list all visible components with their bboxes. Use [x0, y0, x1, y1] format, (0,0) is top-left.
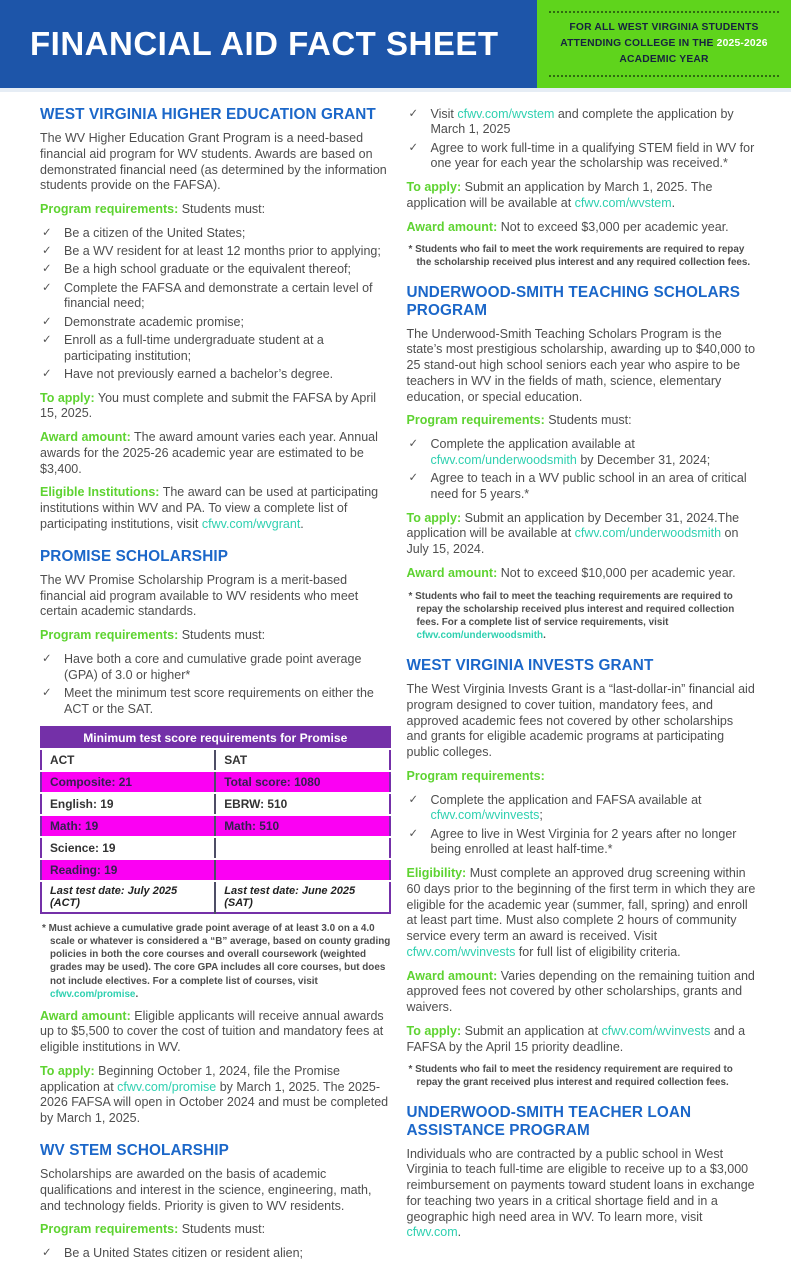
bullet-text: Have not previously earned a bachelor’s degree.: [64, 366, 334, 381]
check-icon: ✓: [42, 652, 52, 665]
page-content: [0, 92, 791, 1284]
promise-test-score-table: [40, 726, 391, 914]
section-underwood-smith-teacher-loan: [407, 1104, 758, 1241]
award-amount-line: [407, 220, 758, 236]
link-cfwv-wvinvests[interactable]: cfwv.com/wvinvests: [601, 1023, 711, 1038]
section-intro: Scholarships are awarded on the basis of academic qualifications and interest in the science, engineering, math, and technology fields. Priority is given to WV residents.: [40, 1167, 372, 1213]
bullet-text: Have both a core and cumulative grade point average (GPA) of 3.0 or higher*: [64, 651, 362, 682]
eligibility-line: [407, 866, 758, 961]
bullet-text: Complete the FAFSA and demonstrate a certain level of financial need;: [64, 280, 373, 311]
award-amount-label: Award amount:: [40, 430, 131, 445]
table-header-sat: SAT: [215, 749, 389, 771]
link-cfwv-wvinvests[interactable]: cfwv.com/wvinvests: [430, 808, 540, 823]
bullet-text-post: and complete the application by March 1, 2025: [430, 106, 734, 137]
section-heading: WEST VIRGINIA HIGHER EDUCATION GRANT: [40, 106, 376, 123]
table-cell-sat: Math: 510: [215, 815, 389, 837]
bullet-text-pre: Complete the application available at: [430, 437, 635, 452]
to-apply-line: [40, 391, 391, 423]
section-intro: The West Virginia Invests Grant is a “last-dollar-in” financial aid program designed to cover tuition, mandatory fees, and approved academic fees not covered by other scholarships and grants for eligible academic programs at participating public colleges.: [406, 682, 755, 759]
to-apply-label: To apply:: [406, 180, 462, 194]
bullet-text-post: by December 31, 2024;: [576, 452, 711, 467]
check-icon: ✓: [42, 281, 52, 294]
to-apply-text: Submit an application by March 1, 2025. The application will be available at: [406, 180, 713, 210]
award-amount-label: Award amount:: [406, 968, 498, 983]
award-amount-text: Not to exceed $3,000 per academic year.: [500, 219, 729, 234]
check-icon: ✓: [408, 141, 419, 154]
header-banner: [0, 0, 791, 92]
table-cell-act: English: 19: [41, 793, 215, 815]
section-wv-stem-scholarship: [40, 1142, 391, 1262]
to-apply-line: [407, 1024, 758, 1056]
check-icon: ✓: [408, 438, 419, 451]
award-amount-line: [407, 969, 758, 1016]
program-requirements-label: Program requirements:: [40, 202, 179, 217]
list-item: [407, 471, 758, 503]
program-requirements-line: [407, 769, 758, 785]
right-column: [407, 104, 758, 1264]
eligibility-text: Must complete an approved drug screening within 60 days prior to the beginning of the first term in which they are eligible for the academic year (summer, fall, spring) and enroll at least part time. Must also complete 2 hours of community service every term an award is received. Visit: [406, 866, 756, 943]
to-apply-text: Submit an application by December 31, 2024.The application will be available at: [406, 510, 740, 541]
list-item: [40, 244, 391, 260]
table-cell-act: Reading: 19: [41, 859, 215, 881]
table-cell-act: Composite: 21: [41, 771, 215, 793]
link-cfwv-wvinvests[interactable]: cfwv.com/wvinvests: [406, 944, 516, 959]
to-apply-label: To apply:: [406, 510, 462, 525]
underwood-footnote: [407, 590, 758, 642]
list-item: [40, 226, 391, 242]
section-wv-stem-continued: [407, 107, 758, 270]
body-text-post: .: [457, 1225, 462, 1240]
table-row: [41, 793, 390, 815]
footnote-text-post: .: [135, 988, 139, 1000]
table-cell-sat: EBRW: 510: [215, 793, 389, 815]
eligibility-text-post: for full list of eligibility criteria.: [515, 944, 681, 959]
to-apply-text: Beginning October 1, 2024, file the Promise application at: [40, 1063, 340, 1094]
footnote-text: * Must achieve a cumulative grade point average of at least 3.0 on a 4.0 scale or whatever is considered a “B” average, based on county grading policies in both the core courses and overall coursework (weighted grades may be used). The core GPA includes all core courses, but does not include electives. For a complete list of courses, visit: [42, 923, 391, 987]
eligible-institutions-text-post: .: [300, 516, 304, 531]
award-amount-line: [40, 430, 391, 477]
section-underwood-smith-teaching-scholars: [407, 284, 758, 642]
footnote-text: * Students who fail to meet the teaching requirements are required to repay the scholarship received plus interest and required collection fees. For a complete list of service requirements, visit: [408, 590, 735, 628]
link-cfwv-underwoodsmith[interactable]: cfwv.com/underwoodsmith: [430, 452, 577, 467]
check-icon: ✓: [42, 333, 52, 346]
table-cell-act: Science: 19: [41, 837, 215, 859]
table-footer-row: [41, 881, 390, 913]
link-cfwv-underwoodsmith[interactable]: cfwv.com/underwoodsmith: [574, 526, 722, 541]
to-apply-text: You must complete and submit the FAFSA by April 15, 2025.: [40, 390, 377, 421]
link-cfwv-underwoodsmith[interactable]: cfwv.com/underwoodsmith: [416, 629, 544, 641]
body-text: Individuals who are contracted by a public school in West Virginia to teach full-time are eligible to receive up to a $3,000 reimbursement on payments toward student loans in exchange for teaching two years in a critical shortage field and in a geographic high need area in WV. To learn more, visit: [406, 1146, 755, 1224]
award-amount-label: Award amount:: [406, 565, 498, 580]
list-item: [407, 437, 758, 469]
left-column: [40, 104, 391, 1264]
badge-text-pre: FOR ALL WEST VIRGINIA STUDENTS ATTENDING COLLEGE IN THE: [560, 22, 759, 50]
program-requirements-line: [40, 628, 391, 644]
to-apply-label: To apply:: [40, 390, 95, 405]
section-heading: PROMISE SCHOLARSHIP: [40, 547, 229, 565]
program-requirements-line: [407, 413, 758, 429]
award-amount-text: Varies depending on the remaining tuition and approved fees not covered by other scholarships, grants and waivers.: [406, 968, 755, 1014]
list-item: [40, 281, 391, 313]
section-wv-higher-education-grant: [40, 106, 391, 533]
list-item: [40, 333, 391, 365]
list-item: [40, 367, 391, 383]
section-heading: WV STEM SCHOLARSHIP: [40, 1141, 229, 1159]
check-icon: ✓: [408, 827, 419, 840]
eligibility-label: Eligibility:: [406, 866, 467, 880]
list-item: [407, 793, 758, 825]
link-cfwv-promise[interactable]: cfwv.com/promise: [50, 988, 136, 1000]
gpa-footnote: [40, 922, 391, 1000]
program-requirements-label: Program requirements:: [406, 768, 545, 783]
link-cfwv-wvgrant[interactable]: cfwv.com/wvgrant: [201, 516, 301, 531]
list-item: [407, 107, 758, 139]
check-icon: ✓: [408, 472, 419, 485]
check-icon: ✓: [42, 315, 52, 328]
section-intro: The Underwood-Smith Teaching Scholars Program is the state’s most prestigious scholarship, awarding up to $40,000 to 25 stand-out high school seniors each year who aspire to be teachers in WV in the fields of math, science, elementary education, or special education.: [406, 326, 756, 404]
award-amount-label: Award amount:: [40, 1008, 131, 1023]
students-must-text: Students must:: [181, 202, 266, 217]
bullet-text: Be a United States citizen or resident alien;: [64, 1246, 304, 1260]
to-apply-label: To apply:: [406, 1023, 462, 1038]
table-row: [41, 771, 390, 793]
eligible-institutions-line: [40, 485, 391, 532]
bullet-text: [431, 107, 758, 139]
table-cell-sat: [215, 837, 389, 859]
academic-year-badge-text: [549, 11, 779, 77]
bullet-text: Agree to live in West Virginia for 2 years after no longer being enrolled at least half-time.*: [430, 826, 737, 857]
table-cell-sat: [215, 859, 389, 881]
table-cell-sat: Total score: 1080: [215, 771, 389, 793]
table-header-row: [41, 749, 390, 771]
to-apply-text: Submit an application at: [464, 1023, 602, 1038]
table-row: [41, 815, 390, 837]
badge-year-highlight: 2025-2026: [716, 38, 768, 50]
table-title: Minimum test score requirements for Promise: [41, 727, 390, 749]
link-cfwv-wvstem[interactable]: cfwv.com/wvstem: [574, 195, 672, 210]
bullet-text: Agree to teach in a WV public school in an area of critical need for 5 years.*: [430, 471, 747, 501]
to-apply-text-post: on July 15, 2024.: [406, 526, 739, 557]
to-apply-line: [407, 511, 758, 558]
link-cfwv-com[interactable]: cfwv.com: [406, 1225, 458, 1240]
bullet-text-post: ;: [539, 808, 543, 823]
students-must-text: Students must:: [181, 628, 266, 642]
check-icon: ✓: [408, 793, 419, 806]
program-requirements-line: [40, 202, 391, 218]
check-icon: ✓: [42, 263, 52, 276]
check-icon: ✓: [42, 1247, 52, 1259]
list-item: [40, 262, 391, 278]
program-requirements-label: Program requirements:: [40, 628, 179, 642]
page-title: FINANCIAL AID FACT SHEET: [30, 25, 499, 62]
link-cfwv-wvstem[interactable]: cfwv.com/wvstem: [457, 106, 555, 121]
award-amount-text: Eligible applicants will receive annual awards up to $5,500 to cover the cost of tuition and mandatory fees at eligible institutions in WV.: [40, 1008, 384, 1055]
invests-footnote: * Students who fail to meet the residency requirement are required to repay the grant received plus interest and required collection fees.: [408, 1064, 733, 1089]
bullet-text: Be a high school graduate or the equivalent thereof;: [64, 262, 352, 277]
badge-text-post: ACADEMIC YEAR: [619, 53, 709, 65]
section-intro: The WV Promise Scholarship Program is a merit-based financial aid program available to WV residents who meet certain academic standards.: [40, 572, 359, 619]
academic-year-badge: [537, 0, 791, 88]
list-item: [40, 652, 391, 684]
to-apply-text-post: by March 1, 2025. The 2025-2026 FAFSA will open in October 2024 and must be completed by March 1, 2025.: [40, 1079, 389, 1126]
students-must-text: Students must:: [548, 413, 632, 428]
section-promise-scholarship: [40, 548, 391, 1127]
to-apply-text-post: .: [671, 195, 676, 210]
program-requirements-line: [40, 1222, 391, 1238]
bullet-text: Demonstrate academic promise;: [64, 314, 244, 329]
bullet-text: Be a WV resident for at least 12 months prior to applying;: [64, 244, 381, 259]
bullet-text: [431, 437, 758, 469]
bullet-text-pre: Visit: [430, 106, 458, 121]
program-requirements-label: Program requirements:: [40, 1222, 179, 1237]
list-item: [407, 141, 758, 173]
list-item: [407, 827, 758, 859]
table-footer-act: Last test date: July 2025 (ACT): [41, 881, 215, 913]
award-amount-text: Not to exceed $10,000 per academic year.: [500, 565, 736, 580]
list-item: [40, 315, 391, 331]
bullet-text: [431, 793, 758, 825]
award-amount-line: [407, 566, 758, 582]
award-amount-line: [40, 1009, 391, 1056]
section-body: [407, 1147, 758, 1242]
stem-footnote: * Students who fail to meet the work requirements are required to repay the scholarship received plus interest and any required collection fees.: [408, 244, 751, 269]
table-title-row: [41, 727, 390, 749]
footnote-text-post: .: [543, 629, 546, 641]
eligible-institutions-label: Eligible Institutions:: [40, 485, 160, 500]
program-requirements-label: Program requirements:: [406, 413, 545, 428]
section-heading: WEST VIRGINIA INVESTS GRANT: [406, 656, 654, 674]
section-intro: The WV Higher Education Grant Program is a need-based financial aid program for WV students. Awards are based on demonstrated financial need (as determined by the information students provide on the FAFSA).: [40, 131, 387, 193]
to-apply-text-post: and a FAFSA by the April 15 priority deadline.: [406, 1023, 746, 1054]
award-amount-text: The award amount varies each year. Annual awards for the 2025-26 academic year are estimated to be $3,400.: [40, 430, 378, 476]
check-icon: ✓: [42, 686, 52, 699]
check-icon: ✓: [42, 226, 52, 239]
table-footer-sat: Last test date: June 2025 (SAT): [215, 881, 389, 913]
table-row: [41, 837, 390, 859]
students-must-text: Students must:: [181, 1222, 266, 1237]
table-header-act: ACT: [41, 749, 215, 771]
section-heading: UNDERWOOD-SMITH TEACHING SCHOLARS PROGRAM: [406, 284, 741, 319]
eligible-institutions-text: The award can be used at participating institutions within WV and PA. To view a complete list of participating institutions, visit: [40, 485, 379, 531]
table-row: [41, 859, 390, 881]
bullet-text-pre: Complete the application and FAFSA available at: [430, 792, 702, 807]
bullet-text: Enroll as a full-time undergraduate student at a participating institution;: [64, 332, 324, 363]
link-cfwv-promise[interactable]: cfwv.com/promise: [117, 1079, 217, 1094]
to-apply-label: To apply:: [40, 1063, 95, 1078]
award-amount-label: Award amount:: [406, 219, 498, 234]
bullet-text: Agree to work full-time in a qualifying STEM field in WV for one year for each year the scholarship was received.*: [430, 140, 755, 171]
to-apply-line: [40, 1064, 391, 1127]
check-icon: ✓: [42, 367, 52, 380]
bullet-text: Meet the minimum test score requirements on either the ACT or the SAT.: [64, 685, 374, 716]
list-item: [40, 686, 391, 718]
section-wv-invests-grant: [407, 657, 758, 1090]
to-apply-line: [407, 180, 758, 212]
section-heading: UNDERWOOD-SMITH TEACHER LOAN ASSISTANCE PROGRAM: [406, 1104, 692, 1139]
list-item: [40, 1246, 391, 1262]
table-cell-act: Math: 19: [41, 815, 215, 837]
bullet-text: Be a citizen of the United States;: [64, 225, 246, 240]
check-icon: ✓: [42, 245, 52, 258]
check-icon: ✓: [408, 107, 419, 120]
